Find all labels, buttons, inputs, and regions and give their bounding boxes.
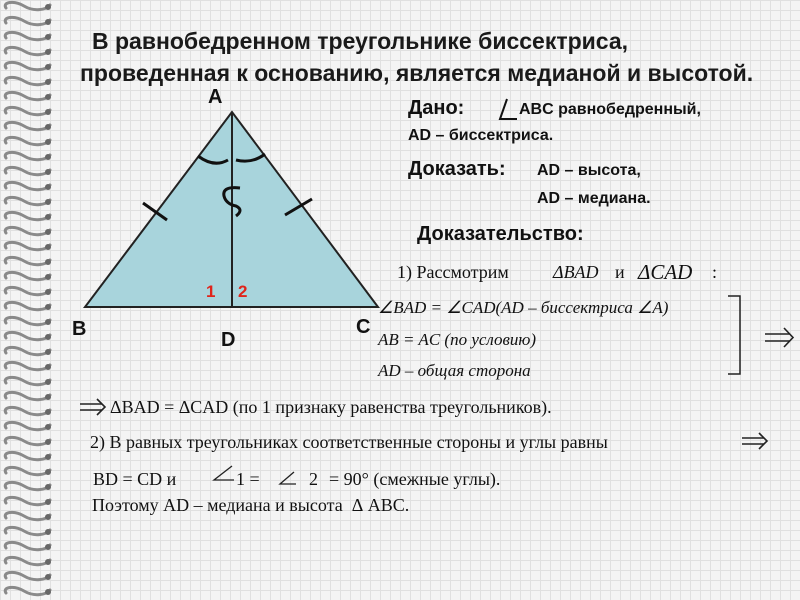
- step2-text: 2) В равных треугольниках соответственные стороны и углы равны: [90, 432, 608, 452]
- given-text-1: ABC равнобедренный,: [519, 101, 701, 118]
- angle-symbol-2-icon: [280, 472, 296, 484]
- given-label: Дано:: [408, 97, 465, 119]
- title-line-2: проведенная к основанию, является медианой и высотой.: [80, 60, 754, 86]
- conditions-bracket: [728, 296, 740, 374]
- step1-and: и: [615, 262, 625, 282]
- angle-symbol-icon: [214, 466, 234, 480]
- step1-intro: 1) Рассмотрим: [397, 262, 509, 282]
- result-right-angle: = 90° (смежные углы).: [329, 469, 501, 489]
- step1-triangle-cad: ΔCAD: [638, 260, 693, 284]
- prove-label: Доказать:: [408, 158, 506, 180]
- final-statement: Поэтому AD – медиана и высота Δ ABC.: [92, 495, 410, 515]
- step1-colon: :: [712, 262, 718, 282]
- proof-heading: Доказательство:: [417, 223, 584, 245]
- condition-common-side: AD – общая сторона: [378, 361, 531, 380]
- angle-1-label: 1: [206, 282, 216, 301]
- conclusion-congruence: ΔBAD = ΔCAD (по 1 признаку равенства треугольников).: [110, 397, 552, 417]
- title-line-1: В равнобедренном треугольнике биссектриса,: [92, 28, 629, 54]
- implies-arrow-conclusion-icon: [80, 399, 105, 415]
- condition-sides: AB = AC (по условию): [378, 330, 537, 349]
- given-text-2: AD – биссектриса.: [408, 127, 554, 144]
- result-angle-1: 1 =: [236, 469, 260, 489]
- prove-text-2: AD – медиана.: [537, 190, 651, 207]
- result-bd-cd: BD = CD и: [93, 469, 177, 489]
- implies-arrow-step2-icon: [742, 433, 767, 449]
- result-angle-2: 2: [309, 469, 318, 489]
- angle-2-label: 2: [238, 282, 248, 301]
- condition-angles: ∠BAD = ∠CAD(AD – биссектриса ∠A): [378, 298, 669, 317]
- prove-text-1: AD – высота,: [537, 162, 641, 179]
- vertex-c-label: C: [356, 316, 371, 338]
- vertex-a-label: A: [208, 86, 223, 108]
- implies-arrow-icon: [765, 328, 793, 347]
- step1-triangle-bad: ΔBAD: [553, 262, 599, 282]
- vertex-d-label: D: [221, 329, 236, 351]
- vertex-b-label: B: [72, 318, 87, 340]
